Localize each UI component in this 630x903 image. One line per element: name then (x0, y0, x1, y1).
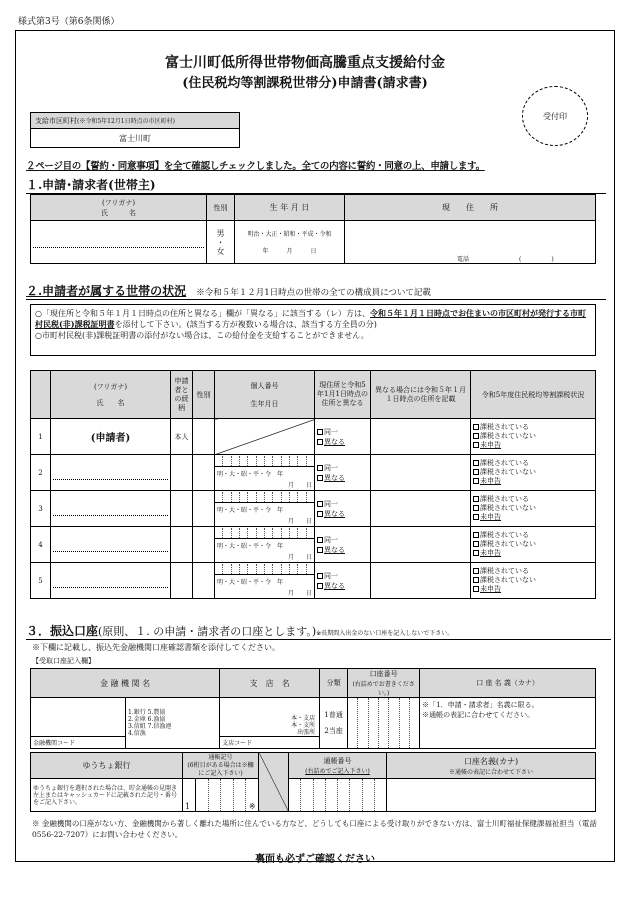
same-label: 同一 (324, 463, 338, 472)
untaxed-label: 課税されていない (480, 432, 536, 440)
row-tax (471, 491, 596, 527)
row-id-dob[interactable] (215, 455, 315, 491)
title-line2: (住民税均等割課税世帯分)申請書(請求書) (182, 76, 428, 91)
address-header: 現 住 所 (345, 195, 596, 221)
household-table (30, 370, 596, 599)
untaxed-checkbox[interactable] (473, 577, 479, 583)
bt3: 3.信組 (128, 723, 146, 730)
row-sex[interactable] (193, 455, 215, 491)
acct-header: 口座番号 (369, 670, 398, 678)
row-sex[interactable] (193, 563, 215, 599)
yucho-number-label: 通帳番号 (323, 757, 352, 765)
row-prev-address[interactable] (371, 491, 471, 527)
h-diff: 異なる場合には令和５年１月１日時点の住所を記載 (371, 371, 471, 419)
municipality-label: 支給市区町村 (35, 117, 77, 125)
row-id-dob[interactable] (215, 527, 315, 563)
section3-warning: ※長期間入出金のない口座を記入しないで下さい。 (316, 630, 454, 637)
same-label: 同一 (324, 499, 338, 508)
row-prev-address[interactable] (371, 527, 471, 563)
section3-header (26, 622, 611, 640)
untaxed-checkbox[interactable] (473, 541, 479, 547)
household-notice (30, 304, 596, 356)
br3: 出張所 (297, 729, 316, 736)
municipality-value[interactable]: 富士川町 (119, 134, 151, 143)
unfiled-checkbox[interactable] (473, 442, 479, 448)
unfiled-checkbox[interactable] (473, 586, 479, 592)
male-option[interactable]: 男 (216, 228, 225, 238)
footer-note: ※ 金融機関の口座がない方、金融機関から著しく離れた場所に住んでいる方など、どうしても口座による受け取りができない方は、富士川町福祉保健課福祉担当（電話0556-22-7207）にお問い合わせください。 (32, 819, 597, 839)
yucho-symbol-note: (6桁目がある場合は※欄にご記入下さい) (187, 761, 254, 777)
dob-md: 月 日 (287, 518, 312, 525)
same-label: 同一 (324, 427, 338, 436)
reception-stamp: 受付印 (522, 86, 588, 146)
row-id-dob (215, 419, 315, 455)
row-number: 5 (31, 563, 51, 599)
h-relation: 申請者との続柄 (171, 371, 193, 419)
table-row (31, 419, 596, 455)
diff-checkbox[interactable] (317, 547, 323, 553)
branch-header: 支 店 名 (220, 669, 320, 698)
row-number: 4 (31, 527, 51, 563)
row-prev-address[interactable] (371, 419, 471, 455)
section2-note: ※令和５年１２月1日時点の世帯の全ての構成員について記載 (196, 288, 431, 298)
dob-md: 月 日 (287, 590, 312, 597)
untaxed-checkbox[interactable] (473, 433, 479, 439)
yucho-diagonal (259, 753, 289, 812)
tel-paren: ( ) (519, 256, 554, 263)
taxed-label: 課税されている (480, 495, 529, 503)
row-id-dob[interactable] (215, 563, 315, 599)
dob-year: 年 (277, 507, 284, 514)
yucho-holder-field[interactable] (387, 779, 596, 812)
row-prev-address[interactable] (371, 455, 471, 491)
row-number: 1 (31, 419, 51, 455)
diff-label: 異なる (324, 473, 345, 482)
br2: 本・支所 (291, 722, 316, 729)
branch-code-label: 支店コード (220, 736, 319, 748)
section1-title: １.申請･請求者(世帯主) (26, 176, 606, 194)
same-checkbox[interactable] (317, 573, 323, 579)
untaxed-checkbox[interactable] (473, 469, 479, 475)
municipality-box (30, 112, 240, 148)
female-option[interactable]: 女 (216, 246, 225, 256)
diff-label: 異なる (324, 581, 345, 590)
dob-header: 生 年 月 日 (235, 195, 345, 221)
notice1-tail: を添付して下さい。(該当する方が複数いる場合は、該当する方全員の分) (114, 320, 377, 329)
diff-label: 異なる (324, 509, 345, 518)
table-row (31, 527, 596, 563)
row-same (315, 527, 371, 563)
untaxed-label: 課税されていない (480, 540, 536, 548)
h-furigana: (フリガナ) (93, 382, 128, 391)
yucho-table (30, 752, 596, 812)
h-sex: 性別 (193, 371, 215, 419)
row-sex[interactable] (193, 491, 215, 527)
title-line1: 富士川町低所得世帯物価高騰重点支援給付金 (165, 55, 445, 71)
yucho-header: ゆうちょ銀行 (31, 753, 183, 779)
section3-sub: ※下欄に記載し、振込先金融機関口座確認書類を添付してください。 (32, 643, 280, 652)
row-same (315, 563, 371, 599)
section2-title: ２.申請者が属する世帯の状況 (26, 284, 187, 298)
row-relation[interactable] (171, 527, 193, 563)
table-row (31, 491, 596, 527)
row-name[interactable] (51, 455, 171, 491)
row-tax (471, 527, 596, 563)
account-box-label: 【受取口座記入欄】 (32, 657, 95, 665)
diff-checkbox[interactable] (317, 475, 323, 481)
h-same: 現住所と令和5年1月1日時点の住所と異なる (315, 371, 371, 419)
unfiled-label: 未申告 (480, 549, 501, 557)
unfiled-label: 未申告 (480, 441, 501, 449)
table-row (31, 455, 596, 491)
taxed-checkbox[interactable] (473, 532, 479, 538)
row-name[interactable] (51, 527, 171, 563)
row-relation[interactable] (171, 563, 193, 599)
unfiled-label: 未申告 (480, 513, 501, 521)
yucho-mark: ※ (248, 802, 256, 811)
row-name[interactable] (51, 563, 171, 599)
holder-field[interactable] (420, 698, 596, 749)
row-tax (471, 563, 596, 599)
bank-table (30, 668, 596, 749)
bank-code-label: 金融機関コード (31, 736, 125, 748)
acct-note: (右詰めでお書きください。) (352, 681, 415, 697)
applicant-marker: (申請者) (51, 419, 171, 455)
yucho-symbol-field[interactable] (183, 779, 259, 812)
row-sex[interactable] (193, 419, 215, 455)
era-options: 明治・大正・昭和・平成・令和 (247, 231, 332, 238)
section2-header (26, 282, 606, 300)
bt6: 6.漁協 (147, 716, 166, 723)
kind-options[interactable] (320, 698, 348, 749)
tel-label: 電話 (457, 256, 470, 263)
unfiled-label: 未申告 (480, 585, 501, 593)
applicant-dob-field[interactable] (235, 221, 345, 264)
yucho-number-field[interactable] (289, 779, 387, 812)
bt1: 1.銀行 (128, 709, 146, 716)
h-id: 個人番号 (250, 381, 279, 390)
holder-header: 口 座 名 義（カナ） (420, 669, 596, 698)
kind-header: 分類 (320, 669, 348, 698)
diff-label: 異なる (324, 545, 345, 554)
same-label: 同一 (324, 535, 338, 544)
unfiled-checkbox[interactable] (473, 478, 479, 484)
section3-title: ３．振込口座 (26, 624, 99, 638)
row-name[interactable] (51, 491, 171, 527)
row-id-dob[interactable] (215, 491, 315, 527)
row-tax (471, 455, 596, 491)
row-number: 2 (31, 455, 51, 491)
branch-field[interactable] (220, 698, 320, 749)
dob-eras: 明・大・昭・平・令 (217, 507, 272, 514)
bank-name-field[interactable] (31, 698, 126, 749)
dob-md: 月 日 (287, 482, 312, 489)
kind-checking: 2当座 (324, 727, 343, 735)
name-header: 氏 名 (101, 208, 136, 217)
taxed-checkbox[interactable] (473, 460, 479, 466)
dob-eras: 明・大・昭・平・令 (217, 579, 272, 586)
bt5: 5.農協 (147, 709, 166, 716)
row-relation[interactable] (171, 491, 193, 527)
taxed-label: 課税されている (480, 567, 529, 575)
yucho-symbol-label: 通帳記号 (208, 753, 233, 761)
yucho-description: ゆうちょ銀行を選択された場合は、貯金通帳の見開き左上またはキャッシュカードに記載された記号・番号をご記入下さい。 (31, 779, 183, 812)
same-checkbox[interactable] (317, 429, 323, 435)
row-same (315, 491, 371, 527)
sex-separator: ・ (216, 237, 225, 247)
same-label: 同一 (324, 571, 338, 580)
taxed-checkbox[interactable] (473, 424, 479, 430)
bank-type-options[interactable] (126, 698, 220, 749)
row-relation[interactable] (171, 455, 193, 491)
untaxed-label: 課税されていない (480, 468, 536, 476)
taxed-checkbox[interactable] (473, 496, 479, 502)
pledge-statement: ２ページ目の【誓約・同意事項】を全て確認しチェックしました。全ての内容に誓約・同意の上、申請します。 (26, 161, 485, 172)
row-tax (471, 419, 596, 455)
same-checkbox[interactable] (317, 465, 323, 471)
applicant-name-field[interactable] (31, 221, 207, 264)
taxed-checkbox[interactable] (473, 568, 479, 574)
section3-principle: (原則、１. の申請・請求者の口座とします。) (98, 625, 317, 638)
dob-year: 年 (277, 543, 284, 550)
dob-year: 年 (277, 579, 284, 586)
untaxed-label: 課税されていない (480, 576, 536, 584)
back-notice: 裏面も必ずご確認ください (255, 854, 375, 865)
ymd-label: 年 月 日 (262, 248, 317, 255)
same-checkbox[interactable] (317, 537, 323, 543)
same-checkbox[interactable] (317, 501, 323, 507)
municipality-note: (※令和5年12月1日時点の市区町村) (77, 118, 175, 125)
dob-eras: 明・大・昭・平・令 (217, 471, 272, 478)
untaxed-checkbox[interactable] (473, 505, 479, 511)
unfiled-checkbox[interactable] (473, 514, 479, 520)
sex-header: 性別 (207, 195, 235, 221)
yucho-number-note: (右詰めでご記入下さい) (305, 768, 370, 775)
h-dob: 生年月日 (250, 399, 279, 408)
taxed-label: 課税されている (480, 459, 529, 467)
bank-header: 金 融 機 関 名 (31, 669, 220, 698)
dob-md: 月 日 (287, 554, 312, 561)
row-prev-address[interactable] (371, 563, 471, 599)
dob-eras: 明・大・昭・平・令 (217, 543, 272, 550)
taxed-label: 課税されている (480, 531, 529, 539)
table-row (31, 563, 596, 599)
h-tax-cell (471, 371, 596, 419)
unfiled-checkbox[interactable] (473, 550, 479, 556)
account-number-field[interactable] (348, 698, 420, 749)
notice1: ○「現住所と令和５年１月１日時点の住所と異なる」欄が「異なる」に該当する（レ）方は、 (35, 309, 370, 318)
holder-note2: ※通帳の表記に合わせてください。 (422, 711, 535, 719)
h-name: 氏 名 (96, 398, 125, 407)
diff-checkbox[interactable] (317, 583, 323, 589)
bt7: 7.信漁連 (147, 723, 172, 730)
relation-self: 本人 (171, 419, 193, 455)
h-tax: 令和5年度住民税均等割課税状況 (481, 390, 585, 399)
yucho-holder-label: 口座名義(カナ) (463, 756, 519, 766)
notice2: ○市町村民税(非)課税証明書の添付がない場合は、この給付金を支給することができません。 (35, 331, 369, 340)
dob-year: 年 (277, 471, 284, 478)
row-same (315, 419, 371, 455)
diff-checkbox[interactable] (317, 511, 323, 517)
row-number: 3 (31, 491, 51, 527)
diff-checkbox[interactable] (317, 439, 323, 445)
untaxed-label: 課税されていない (480, 504, 536, 512)
applicant-address-field[interactable] (345, 221, 596, 264)
form-number: 様式第3号（第6条関係） (18, 17, 120, 27)
br1: 本・支店 (291, 715, 316, 722)
unfiled-label: 未申告 (480, 477, 501, 485)
bt4: 4.信漁 (128, 730, 146, 737)
taxed-label: 課税されている (480, 423, 529, 431)
yucho-symbol-prefix: 1 (185, 802, 191, 811)
row-sex[interactable] (193, 527, 215, 563)
row-same (315, 455, 371, 491)
holder-note1: ※「1．申請・請求者」名義に限る。 (422, 701, 539, 709)
kind-savings: 1普通 (324, 711, 343, 719)
furigana-header: (フリガナ) (101, 198, 136, 207)
yucho-holder-note: ※通帳の表記に合わせて下さい (448, 768, 533, 776)
bt2: 2.金庫 (128, 716, 146, 723)
applicant-table (30, 194, 596, 264)
notice1-emphasis: 令和５年１月１日時点でお住まいの市区町村が発行する市町村民税(非)課税証明書 (35, 308, 586, 329)
diff-label: 異なる (324, 437, 345, 446)
